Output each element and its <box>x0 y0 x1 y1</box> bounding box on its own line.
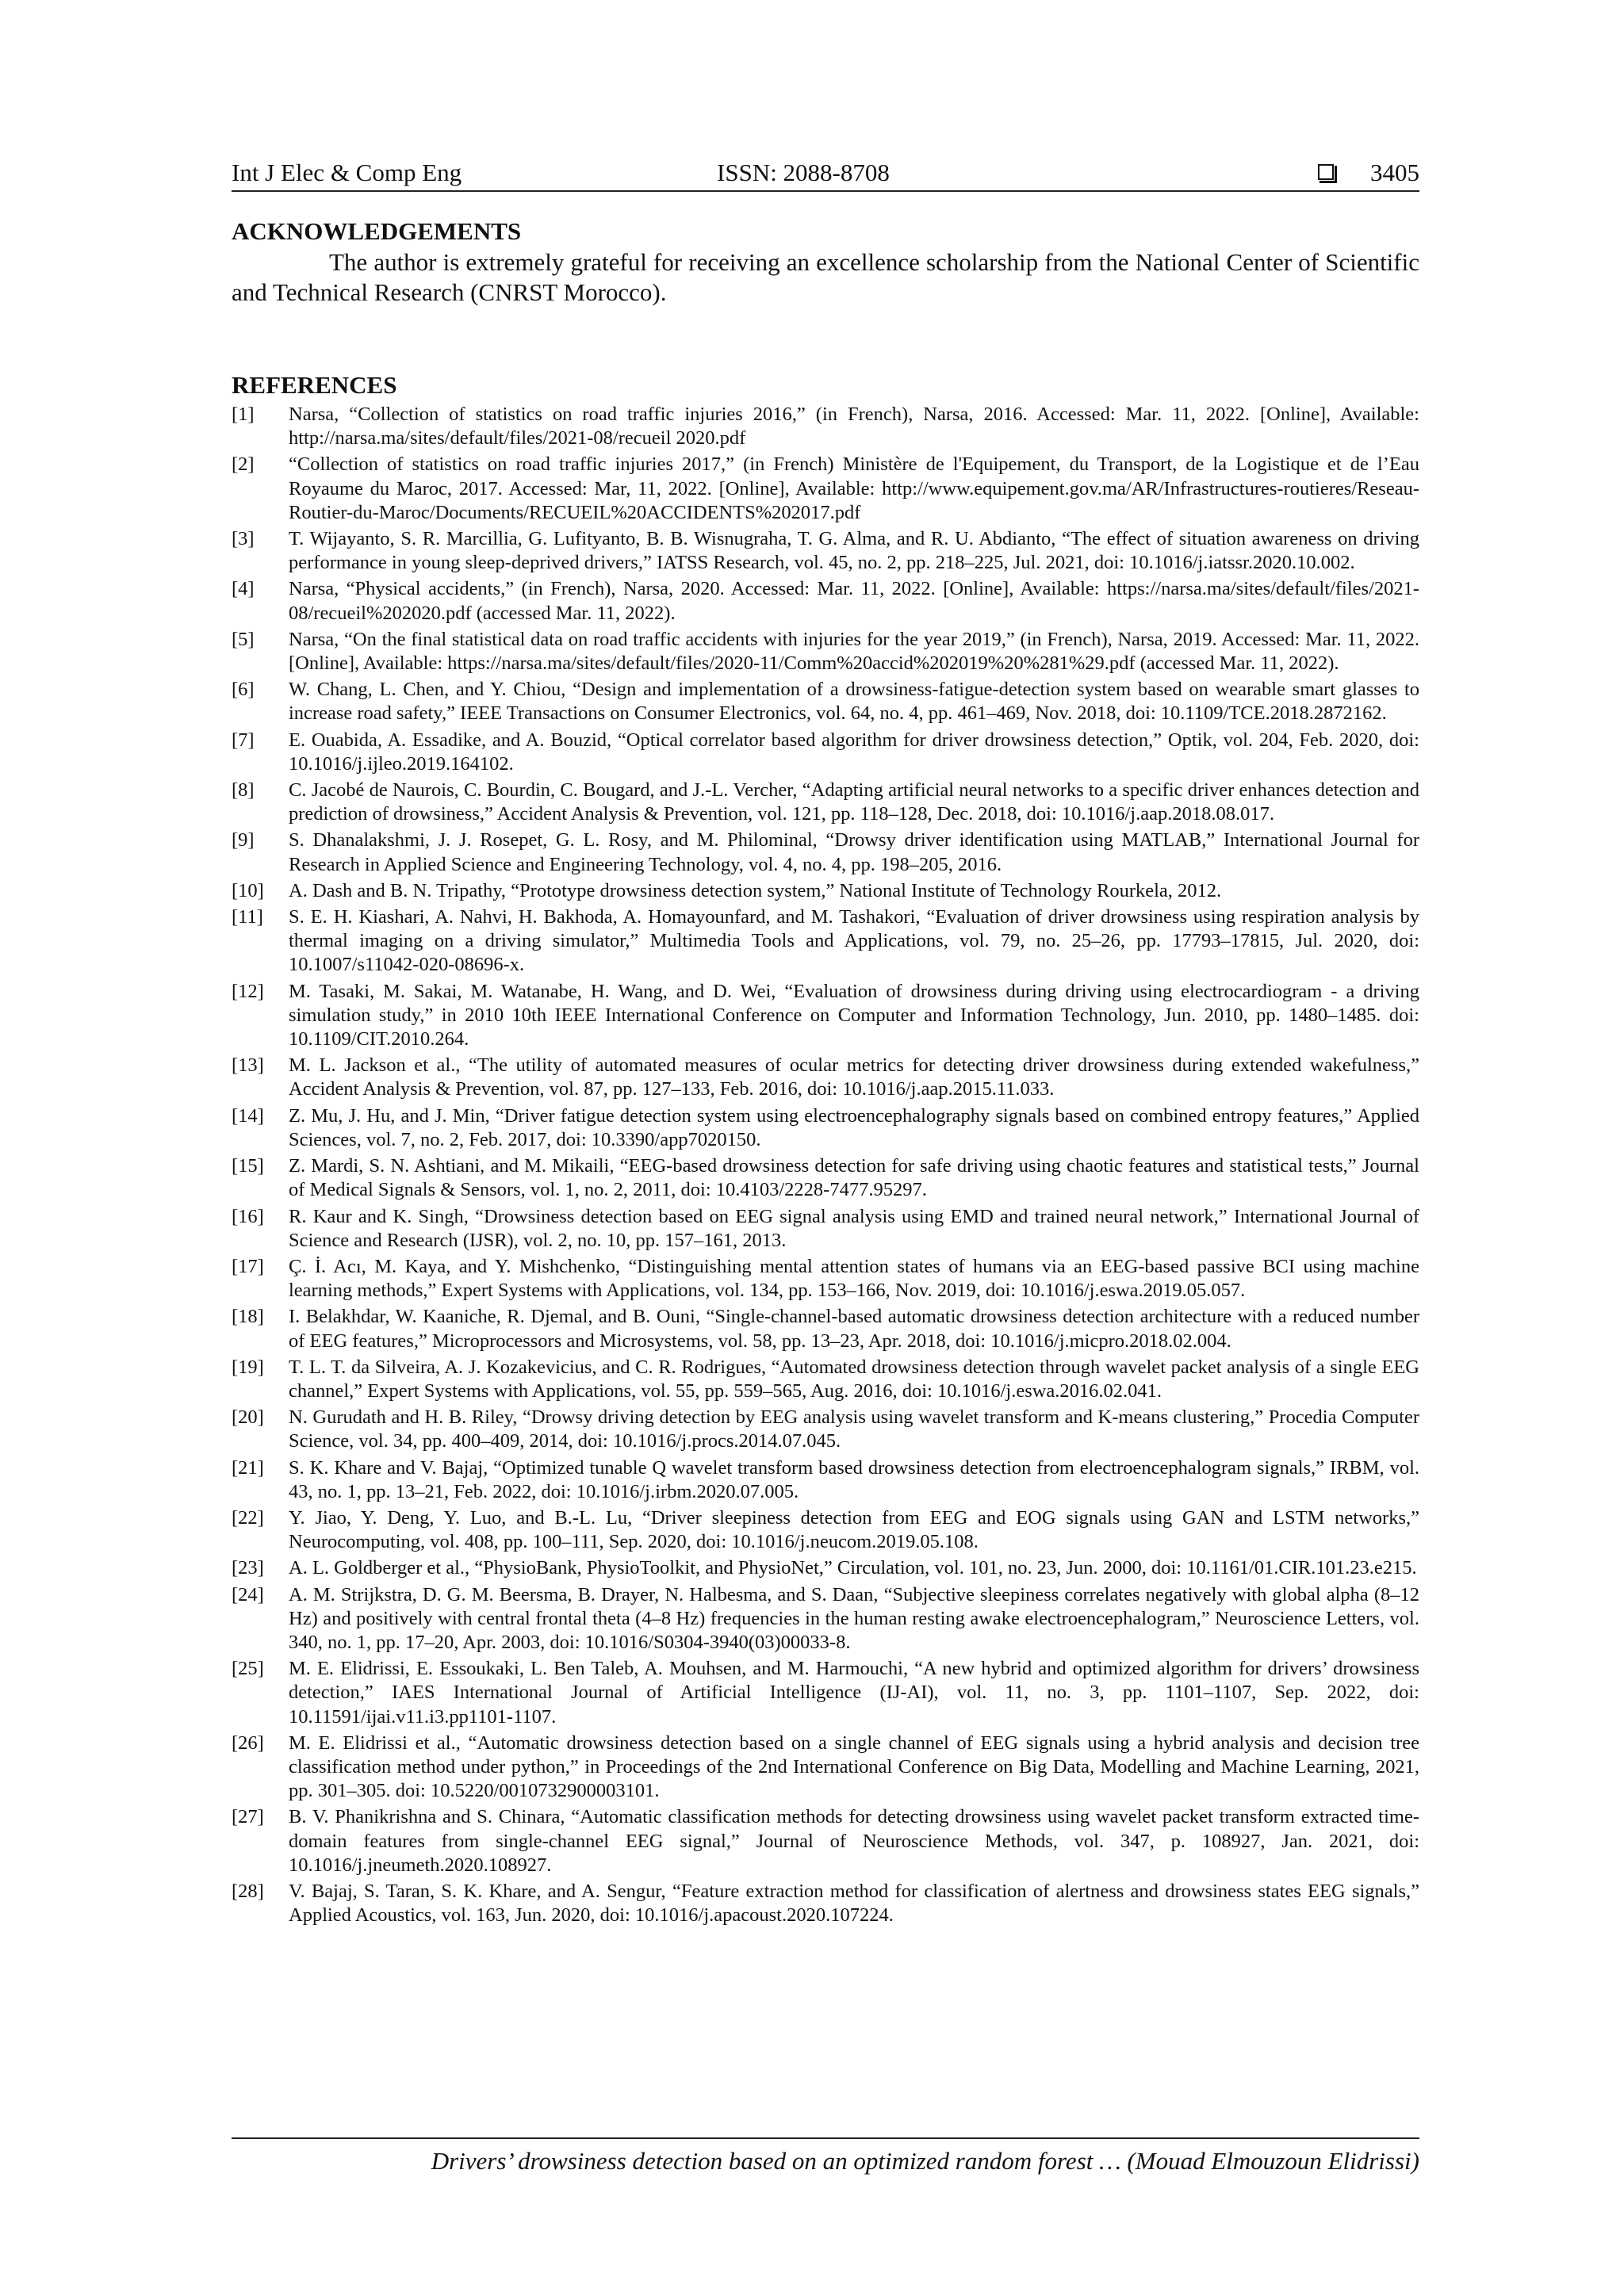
reference-item <box>232 1305 1419 1353</box>
reference-item <box>232 403 1419 450</box>
reference-text: Z. Mardi, S. N. Ashtiani, and M. Mikaili, “EEG-based drowsiness detection for safe driving using chaotic features and statistical tests,” Journal of Medical Signals & Sensors, vol. 1, no. 2, 2011, doi: 10.4103/2228-7477.95297. <box>289 1155 1419 1201</box>
reference-number: [15] <box>232 1155 264 1177</box>
references-heading: REFERENCES <box>232 371 397 399</box>
reference-item <box>232 453 1419 525</box>
reference-text: A. M. Strijkstra, D. G. M. Beersma, B. Drayer, N. Halbesma, and S. Daan, “Subjective sleepiness correlates negatively with global alpha (8–12 Hz) and positively with central frontal theta (4–8 Hz) frequencies in the human resting awake electroencephalogram,” Neuroscience Letters, vol. 340, no. 1, pp. 17–20, Apr. 2003, doi: 10.1016/S0304-3940(03)00033-8. <box>289 1583 1419 1653</box>
reference-number: [12] <box>232 980 264 1002</box>
reference-text: M. E. Elidrissi, E. Essoukaki, L. Ben Taleb, A. Mouhsen, and M. Harmouchi, “A new hybrid and optimized algorithm for drivers’ drowsiness detection,” IAES International Journal of Artificial Intelligence (IJ-AI), vol. 11, no. 3, pp. 1101–1107, Sep. 2022, doi: 10.11591/ijai.v11.i3.pp1101-1107. <box>289 1658 1419 1728</box>
reference-number: [21] <box>232 1456 264 1479</box>
journal-name: Int J Elec & Comp Eng <box>232 159 462 186</box>
reference-item <box>232 527 1419 575</box>
box-icon <box>1318 164 1334 180</box>
reference-item <box>232 879 1419 903</box>
reference-item <box>232 980 1419 1052</box>
reference-number: [10] <box>232 879 264 901</box>
reference-number: [3] <box>232 528 255 550</box>
reference-number: [5] <box>232 628 255 650</box>
reference-item <box>232 1255 1419 1303</box>
reference-number: [2] <box>232 453 255 476</box>
reference-number: [28] <box>232 1880 264 1902</box>
reference-text: S. E. H. Kiashari, A. Nahvi, H. Bakhoda, A. Homayounfard, and M. Tashakori, “Evaluation of driver drowsiness using respiration analysis by thermal imaging on a driving simulator,” Multimedia Tools and Applications, vol. 79, no. 25–26, pp. 17793–17815, Jul. 2020, doi: 10.1007/s11042-020-08696-x. <box>289 906 1419 976</box>
reference-item <box>232 1154 1419 1202</box>
reference-number: [14] <box>232 1104 264 1127</box>
reference-number: [20] <box>232 1406 264 1429</box>
reference-item <box>232 1583 1419 1655</box>
reference-item <box>232 779 1419 826</box>
reference-text: N. Gurudath and H. B. Riley, “Drowsy driving detection by EEG analysis using wavelet transform and K-means clustering,” Procedia Computer Science, vol. 34, pp. 400–409, 2014, doi: 10.1016/j.procs.2014.07.045. <box>289 1406 1419 1452</box>
reference-item <box>232 1506 1419 1554</box>
acknowledgements-heading: ACKNOWLEDGEMENTS <box>232 217 522 245</box>
reference-item <box>232 1054 1419 1101</box>
reference-text: M. L. Jackson et al., “The utility of automated measures of ocular metrics for detecting driver drowsiness during extended wakefulness,” Accident Analysis & Prevention, vol. 87, pp. 127–133, Feb. 2016, doi: 10.1016/j.aap.2015.11.033. <box>289 1054 1419 1100</box>
reference-text: M. Tasaki, M. Sakai, M. Watanabe, H. Wang, and D. Wei, “Evaluation of drowsiness during driving using electrocardiogram - a driving simulation study,” in 2010 10th IEEE International Conference on Computer and Information Technology, Jun. 2010, pp. 1480–1485. doi: 10.1109/CIT.2010.264. <box>289 980 1419 1050</box>
reference-text: S. K. Khare and V. Bajaj, “Optimized tunable Q wavelet transform based drowsiness detection from electroencephalogram signals,” IRBM, vol. 43, no. 1, pp. 13–21, Feb. 2022, doi: 10.1016/j.irbm.2020.07.005. <box>289 1456 1419 1502</box>
references-list <box>232 403 1419 1930</box>
reference-item <box>232 905 1419 978</box>
reference-text: Y. Jiao, Y. Deng, Y. Luo, and B.-L. Lu, “Driver sleepiness detection from EEG and EOG signals using GAN and LSTM networks,” Neurocomputing, vol. 408, pp. 100–111, Sep. 2020, doi: 10.1016/j.neucom.2019.05.108. <box>289 1506 1419 1553</box>
reference-number: [19] <box>232 1356 264 1378</box>
reference-number: [25] <box>232 1658 264 1680</box>
reference-number: [23] <box>232 1557 264 1579</box>
reference-item <box>232 678 1419 725</box>
reference-number: [17] <box>232 1255 264 1277</box>
reference-text: “Collection of statistics on road traffic injuries 2017,” (in French) Ministère de l'Equipement, du Transport, de la Logistique et de l’Eau Royaume du Maroc, 2017. Accessed: Mar, 11, 2022. [Online], Available: http://www.equipement.gov.ma/AR/Infrastructures-routieres/Reseau-Routier-du-Maroc/Documents/RECUEIL%20ACCIDENTS%202017.pdf <box>289 453 1419 523</box>
reference-text: Narsa, “On the final statistical data on road traffic accidents with injuries for the year 2019,” (in French), Narsa, 2019. Accessed: Mar. 11, 2022. [Online], Available: https://narsa.ma/sites/default/files/2020-11/Comm%20accid%202019%20%281%29.pdf (accessed Mar. 11, 2022). <box>289 628 1419 675</box>
reference-text: C. Jacobé de Naurois, C. Bourdin, C. Bougard, and J.-L. Vercher, “Adapting artificial neural networks to a specific driver enhances detection and prediction of drowsiness,” Accident Analysis & Prevention, vol. 121, pp. 118–128, Dec. 2018, doi: 10.1016/j.aap.2018.08.017. <box>289 779 1419 825</box>
reference-number: [7] <box>232 729 255 751</box>
reference-text: W. Chang, L. Chen, and Y. Chiou, “Design and implementation of a drowsiness-fatigue-detection system based on wearable smart glasses to increase road safety,” IEEE Transactions on Consumer Electronics, vol. 64, no. 4, pp. 461–469, Nov. 2018, doi: 10.1109/TCE.2018.2872162. <box>289 679 1419 725</box>
reference-number: [13] <box>232 1054 264 1077</box>
reference-number: [1] <box>232 404 255 425</box>
reference-text: E. Ouabida, A. Essadike, and A. Bouzid, “Optical correlator based algorithm for driver drowsiness detection,” Optik, vol. 204, Feb. 2020, doi: 10.1016/j.ijleo.2019.164102. <box>289 729 1419 775</box>
header-rule <box>232 190 1419 192</box>
reference-item <box>232 577 1419 625</box>
reference-number: [9] <box>232 829 255 851</box>
reference-item <box>232 1880 1419 1927</box>
reference-item <box>232 1805 1419 1877</box>
page-number: 3405 <box>1370 159 1419 186</box>
reference-text: B. V. Phanikrishna and S. Chinara, “Automatic classification methods for detecting drowsiness using wavelet packet transform extracted time-domain features from single-channel EEG signal,” Journal of Neuroscience Methods, vol. 347, p. 108927, Jan. 2021, doi: 10.1016/j.jneumeth.2020.108927. <box>289 1806 1419 1876</box>
reference-item <box>232 1657 1419 1729</box>
reference-text: V. Bajaj, S. Taran, S. K. Khare, and A. Sengur, “Feature extraction method for classification of alertness and drowsiness states EEG signals,” Applied Acoustics, vol. 163, Jun. 2020, doi: 10.1016/j.apacoust.2020.107224. <box>289 1880 1419 1927</box>
reference-text: A. L. Goldberger et al., “PhysioBank, PhysioToolkit, and PhysioNet,” Circulation, vol. 101, no. 23, Jun. 2000, doi: 10.1161/01.CIR.101.23.e215. <box>289 1557 1417 1579</box>
reference-item <box>232 1104 1419 1152</box>
reference-item <box>232 1556 1419 1580</box>
reference-number: [8] <box>232 779 255 802</box>
reference-text: Narsa, “Collection of statistics on road traffic injuries 2016,” (in French), Narsa, 2016. Accessed: Mar. 11, 2022. [Online], Available: http://narsa.ma/sites/default/files/2021-08/recueil 2020.pdf <box>289 404 1419 450</box>
reference-item <box>232 1205 1419 1253</box>
reference-number: [4] <box>232 578 255 600</box>
acknowledgements-body: The author is extremely grateful for receiving an excellence scholarship from the National Center of Scientific and Technical Research (CNRST Morocco). <box>232 248 1419 306</box>
issn: ISSN: 2088-8708 <box>717 159 890 186</box>
reference-text: T. Wijayanto, S. R. Marcillia, G. Lufityanto, B. B. Wisnugraha, T. G. Alma, and R. U. Abdianto, “The effect of situation awareness on driving performance in young sleep-deprived drivers,” IATSS Research, vol. 45, no. 2, pp. 218–225, Jul. 2021, doi: 10.1016/j.iatssr.2020.10.002. <box>289 528 1419 574</box>
reference-number: [18] <box>232 1306 264 1328</box>
reference-text: S. Dhanalakshmi, J. J. Rosepet, G. L. Rosy, and M. Philominal, “Drowsy driver identification using MATLAB,” International Journal for Research in Applied Science and Engineering Technology, vol. 4, no. 4, pp. 198–205, 2016. <box>289 829 1419 875</box>
reference-number: [24] <box>232 1583 264 1605</box>
reference-item <box>232 1456 1419 1504</box>
reference-item <box>232 1356 1419 1403</box>
reference-text: R. Kaur and K. Singh, “Drowsiness detection based on EEG signal analysis using EMD and trained neural network,” International Journal of Science and Research (IJSR), vol. 2, no. 10, pp. 157–161, 2013. <box>289 1205 1419 1251</box>
reference-text: T. L. T. da Silveira, A. J. Kozakevicius, and C. R. Rodrigues, “Automated drowsiness detection through wavelet packet analysis of a single EEG channel,” Expert Systems with Applications, vol. 55, pp. 559–565, Aug. 2016, doi: 10.1016/j.eswa.2016.02.041. <box>289 1356 1419 1402</box>
reference-text: A. Dash and B. N. Tripathy, “Prototype drowsiness detection system,” National Institute of Technology Rourkela, 2012. <box>289 879 1222 901</box>
footer-rule <box>232 2137 1419 2139</box>
reference-number: [16] <box>232 1205 264 1227</box>
reference-text: Z. Mu, J. Hu, and J. Min, “Driver fatigue detection system using electroencephalography signals based on combined entropy features,” Applied Sciences, vol. 7, no. 2, Feb. 2017, doi: 10.3390/app7020150. <box>289 1104 1419 1150</box>
reference-item <box>232 1406 1419 1453</box>
reference-item <box>232 628 1419 675</box>
reference-item <box>232 1732 1419 1804</box>
page-footer: Drivers’ drowsiness detection based on an optimized random forest … (Mouad Elmouzoun Elidrissi) <box>431 2147 1419 2175</box>
reference-text: Narsa, “Physical accidents,” (in French), Narsa, 2020. Accessed: Mar. 11, 2022. [Online], Available: https://narsa.ma/sites/default/files/2021-08/recueil%202020.pdf (accessed Mar. 11, 2022). <box>289 578 1419 624</box>
reference-number: [22] <box>232 1506 264 1529</box>
reference-text: M. E. Elidrissi et al., “Automatic drowsiness detection based on a single channel of EEG signals using a hybrid analysis and decision tree classification method under python,” in Proceedings of the 2nd International Conference on Big Data, Modelling and Machine Learning, 2021, pp. 301–305. doi: 10.5220/0010732900003101. <box>289 1732 1419 1802</box>
reference-item <box>232 828 1419 876</box>
reference-number: [26] <box>232 1732 264 1754</box>
acknowledgements-text <box>232 247 1419 308</box>
reference-item <box>232 729 1419 776</box>
reference-text: I. Belakhdar, W. Kaaniche, R. Djemal, and B. Ouni, “Single-channel-based automatic drowsiness detection architecture with a reduced number of EEG features,” Microprocessors and Microsystems, vol. 58, pp. 13–23, Apr. 2018, doi: 10.1016/j.micpro.2018.02.004. <box>289 1306 1419 1352</box>
reference-number: [6] <box>232 679 255 701</box>
reference-text: Ç. İ. Acı, M. Kaya, and Y. Mishchenko, “Distinguishing mental attention states of humans via an EEG-based passive BCI using machine learning methods,” Expert Systems with Applications, vol. 134, pp. 153–166, Nov. 2019, doi: 10.1016/j.eswa.2019.05.057. <box>289 1255 1419 1302</box>
page-header <box>232 155 1419 190</box>
reference-number: [27] <box>232 1806 264 1828</box>
reference-number: [11] <box>232 906 263 928</box>
